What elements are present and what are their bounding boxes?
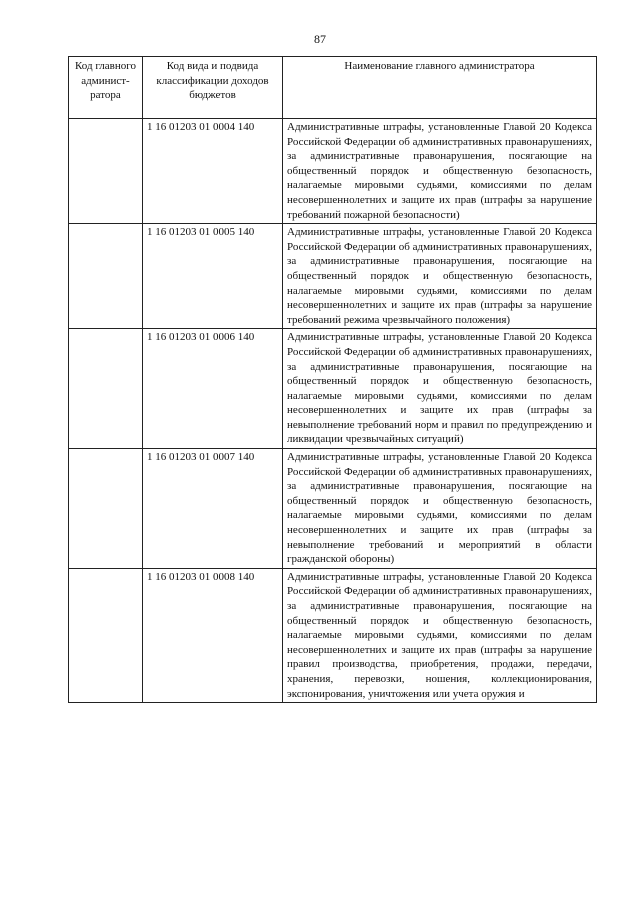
table-header-row [69,57,597,119]
page-number: 87 [314,32,326,46]
revenue-code-cell: 1 16 01203 01 0004 140 [143,119,283,224]
table-row [69,329,597,449]
admin-name-cell: Административные штрафы, установленные Главой 20 Кодекса Российской Федерации об административных правонарушениях, за административные правонарушения, посягающие на общественный порядок и общественную безопасность, налагаемые мировыми судьями, комиссиями по делам несовершеннолетних и защите их прав (штрафы за нарушение правил производства, приобретения, продажи, передачи, хранения, перевозки, ношения, коллекционирования, экспонирования, уничтожения или учета оружия и [283,568,597,702]
admin-code-cell [69,224,143,329]
admin-name-cell: Административные штрафы, установленные Главой 20 Кодекса Российской Федерации об административных правонарушениях, за административные правонарушения, посягающие на общественный порядок и общественную безопасность, налагаемые мировыми судьями, комиссиями по делам несовершеннолетних и защите их прав (штрафы за нарушение требований пожарной безопасности) [283,119,597,224]
header-revenue-code: Код вида и подвида классификации доходов бюджетов [143,57,283,119]
table-row [69,449,597,569]
budget-revenue-table [68,56,597,703]
revenue-code-cell: 1 16 01203 01 0006 140 [143,329,283,449]
admin-name-cell: Административные штрафы, установленные Главой 20 Кодекса Российской Федерации об административных правонарушениях, за административные правонарушения, посягающие на общественный порядок и общественную безопасность, налагаемые мировыми судьями, комиссиями по делам несовершеннолетних и защите их прав (штрафы за нарушение требований режима чрезвычайного положения) [283,224,597,329]
admin-name-cell: Административные штрафы, установленные Главой 20 Кодекса Российской Федерации об административных правонарушениях, за административные правонарушения, посягающие на общественный порядок и общественную безопасность, налагаемые мировыми судьями, комиссиями по делам несовершеннолетних и защите их прав (штрафы за невыполнение требований норм и правил по предупреждению и ликвидации чрезвычайных ситуаций) [283,329,597,449]
admin-code-cell [69,119,143,224]
header-admin-name: Наименование главного администратора [283,57,597,119]
admin-code-cell [69,568,143,702]
revenue-code-cell: 1 16 01203 01 0005 140 [143,224,283,329]
admin-code-cell [69,449,143,569]
admin-code-cell [69,329,143,449]
admin-name-cell: Административные штрафы, установленные Главой 20 Кодекса Российской Федерации об административных правонарушениях, за административные правонарушения, посягающие на общественный порядок и общественную безопасность, налагаемые мировыми судьями, комиссиями по делам несовершеннолетних и защите их прав (штрафы за невыполнение требований и мероприятий в области гражданской обороны) [283,449,597,569]
table-row [69,568,597,702]
table-row [69,119,597,224]
table-row [69,224,597,329]
header-admin-code: Код главного админист-ратора [69,57,143,119]
revenue-code-cell: 1 16 01203 01 0008 140 [143,568,283,702]
revenue-code-cell: 1 16 01203 01 0007 140 [143,449,283,569]
